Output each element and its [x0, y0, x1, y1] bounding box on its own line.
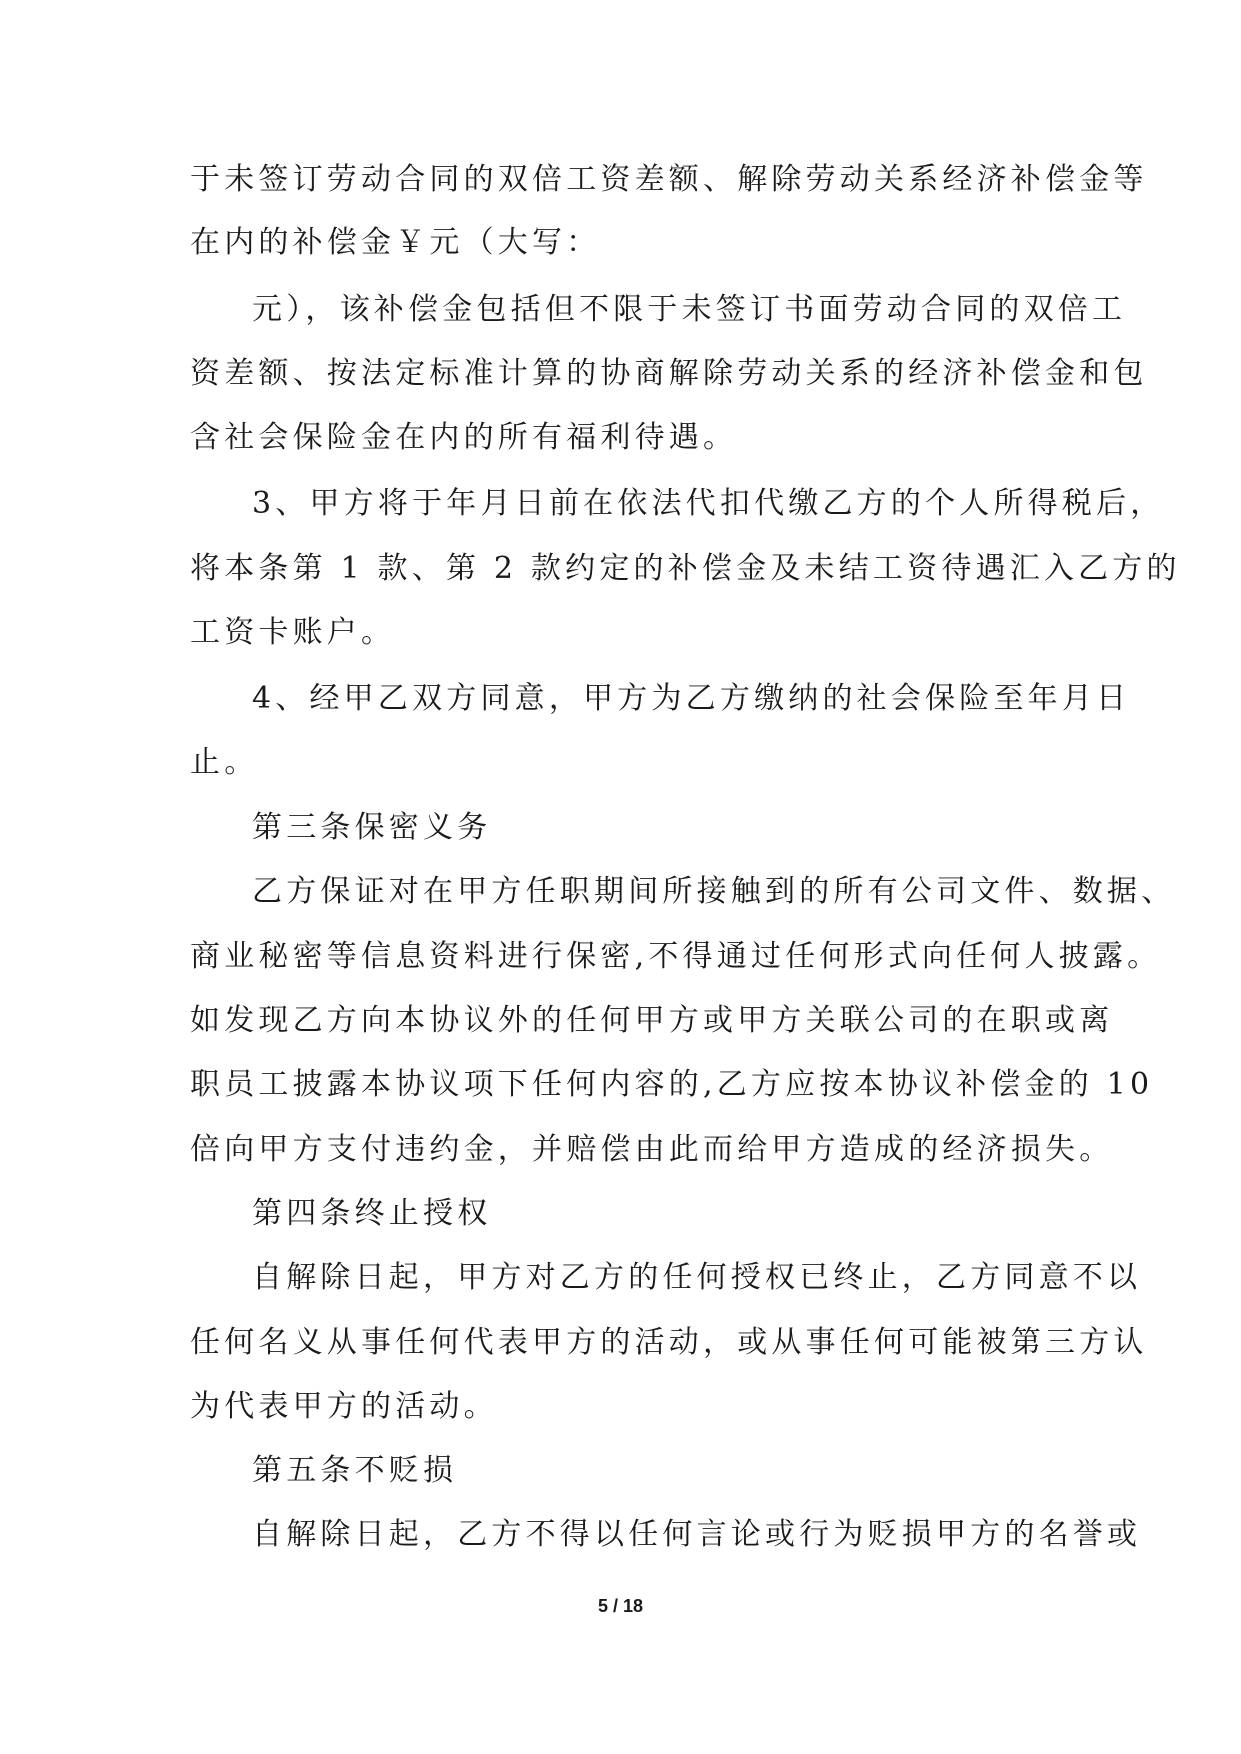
section-heading: 第四条终止授权 [252, 1196, 492, 1231]
section-heading: 第五条不贬损 [252, 1453, 458, 1488]
text-line: 任何名义从事任何代表甲方的活动，或从事任何可能被第三方认 [190, 1325, 1148, 1360]
text-line: 工资卡账户。 [190, 615, 396, 650]
text-line: 乙方保证对在甲方任职期间所接触到的所有公司文件、数据、 [252, 874, 1176, 909]
text-line: 自解除日起，乙方不得以任何言论或行为贬损甲方的名誉或 [252, 1517, 1142, 1552]
section-heading: 第三条保密义务 [252, 810, 492, 845]
text-line: 于未签订劳动合同的双倍工资差额、解除劳动关系经济补偿金等 [190, 162, 1148, 197]
text-line: 职员工披露本协议项下任何内容的,乙方应按本协议补偿金的 10 [190, 1067, 1154, 1102]
text-line: 倍向甲方支付违约金，并赔偿由此而给甲方造成的经济损失。 [190, 1132, 1114, 1167]
text-line: 为代表甲方的活动。 [190, 1389, 498, 1424]
text-line: 4、经甲乙双方同意，甲方为乙方缴纳的社会保险至年月日 [252, 681, 1131, 716]
text-line: 自解除日起，甲方对乙方的任何授权已终止，乙方同意不以 [252, 1260, 1142, 1295]
text-line: 资差额、按法定标准计算的协商解除劳动关系的经济补偿金和包 [190, 356, 1148, 391]
text-line: 止。 [190, 745, 259, 780]
text-line: 元），该补偿金包括但不限于未签订书面劳动合同的双倍工 [252, 292, 1127, 327]
text-line: 3、甲方将于年月日前在依法代扣代缴乙方的个人所得税后， [252, 486, 1165, 521]
text-line: 在内的补偿金￥元（大写： [190, 225, 601, 260]
text-line: 含社会保险金在内的所有福利待遇。 [190, 420, 738, 455]
text-line: 将本条第 1 款、第 2 款约定的补偿金及未结工资待遇汇入乙方的 [190, 551, 1181, 586]
text-line: 商业秘密等信息资料进行保密,不得通过任何形式向任何人披露。 [190, 939, 1162, 974]
text-line: 如发现乙方向本协议外的任何甲方或甲方关联公司的在职或离 [190, 1003, 1114, 1038]
page-number: 5 / 18 [597, 1596, 644, 1616]
